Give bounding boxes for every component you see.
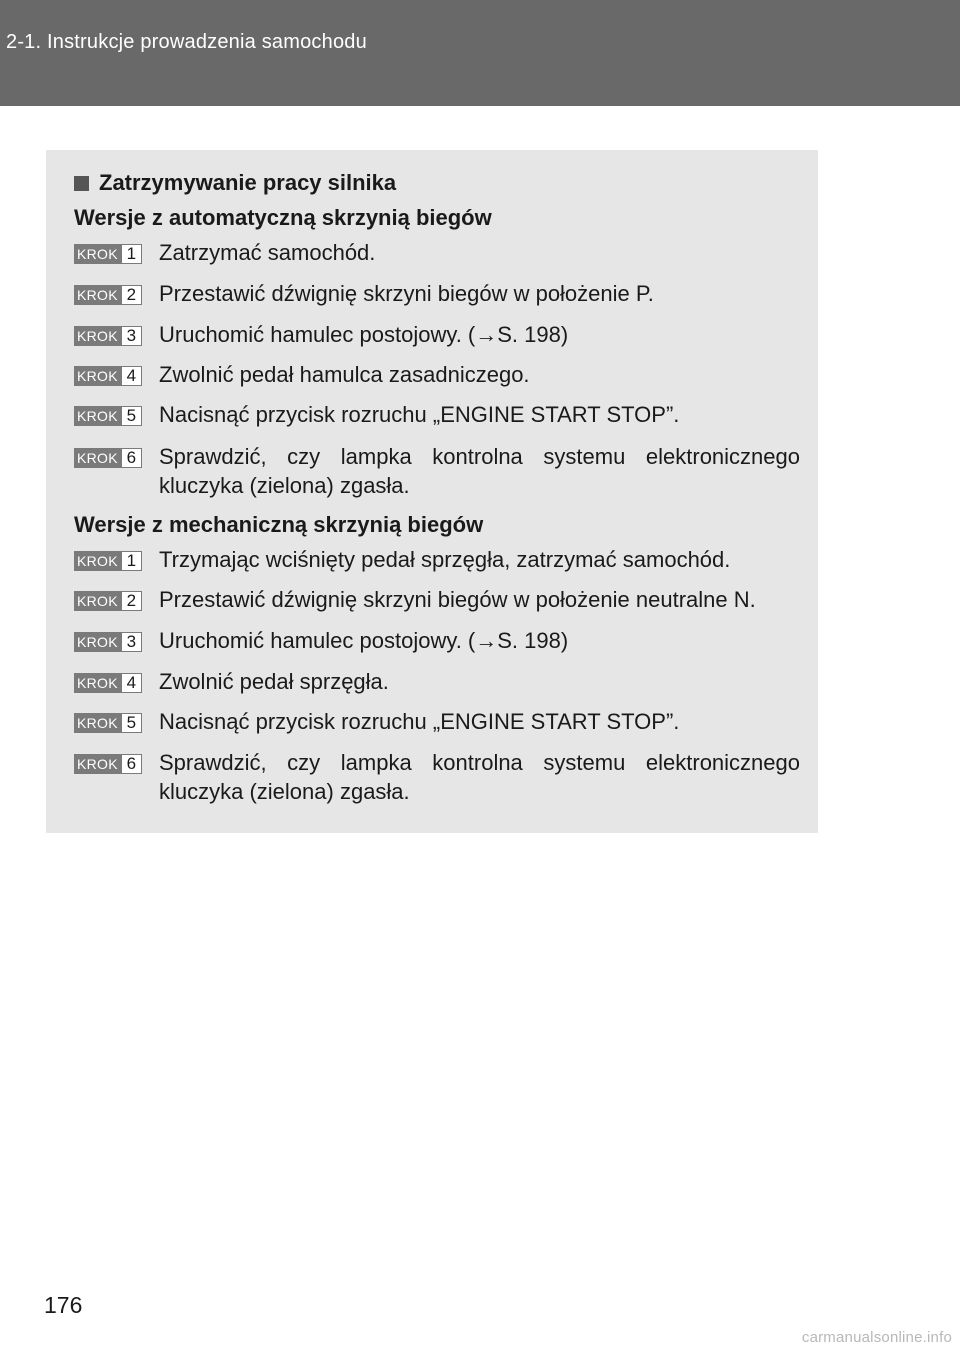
step-badge	[74, 551, 142, 571]
step-badge-number: 6	[121, 448, 142, 468]
step-badge-number: 3	[121, 632, 142, 652]
chapter-title: 2-1. Instrukcje prowadzenia samochodu	[6, 31, 367, 53]
step-badge	[74, 326, 142, 346]
step-badge-label: KROK	[74, 632, 121, 652]
step-text: Zwolnić pedał sprzęgła.	[159, 669, 389, 694]
manual-subsection-title: Wersje z mechaniczną skrzynią biegów	[74, 512, 484, 537]
step-badge-number: 5	[121, 406, 142, 426]
step-text: Nacisnąć przycisk rozruchu „ENGINE START STOP”.	[159, 709, 680, 734]
step-badge-number: 5	[121, 713, 142, 733]
step-badge-number: 4	[121, 673, 142, 693]
step-text: Uruchomić hamulec postojowy. (→S. 198)	[159, 628, 569, 653]
step-badge	[74, 285, 142, 305]
step-badge	[74, 632, 142, 652]
step-text: Sprawdzić, czy lampka kontrolna systemu elektronicznego kluczyka (zielona) zgasła.	[159, 750, 800, 804]
step-text: Sprawdzić, czy lampka kontrolna systemu elektronicznego kluczyka (zielona) zgasła.	[159, 444, 800, 498]
step-badge	[74, 448, 142, 468]
step-text: Uruchomić hamulec postojowy. (→S. 198)	[159, 322, 569, 347]
step-badge-label: KROK	[74, 551, 121, 571]
step-badge-number: 2	[121, 285, 142, 305]
step-badge-label: KROK	[74, 754, 121, 774]
step-badge-label: KROK	[74, 673, 121, 693]
step-badge-label: KROK	[74, 285, 121, 305]
step-badge-label: KROK	[74, 713, 121, 733]
step-badge-label: KROK	[74, 326, 121, 346]
page-number: 176	[44, 1292, 83, 1318]
step-text: Nacisnąć przycisk rozruchu „ENGINE START STOP”.	[159, 402, 680, 427]
step-text: Zwolnić pedał hamulca zasadniczego.	[159, 362, 530, 387]
step-badge	[74, 754, 142, 774]
step-badge-label: KROK	[74, 244, 121, 264]
step-badge	[74, 244, 142, 264]
step-badge-number: 1	[121, 551, 142, 571]
step-badge	[74, 366, 142, 386]
automatic-subsection-title: Wersje z automatyczną skrzynią biegów	[74, 205, 492, 230]
step-badge-label: KROK	[74, 448, 121, 468]
step-badge-label: KROK	[74, 406, 121, 426]
step-badge-number: 3	[121, 326, 142, 346]
step-badge-label: KROK	[74, 591, 121, 611]
step-badge-number: 1	[121, 244, 142, 264]
step-badge-label: KROK	[74, 366, 121, 386]
step-badge	[74, 406, 142, 426]
step-badge-number: 6	[121, 754, 142, 774]
step-badge-number: 2	[121, 591, 142, 611]
step-text: Przestawić dźwignię skrzyni biegów w położenie P.	[159, 281, 654, 306]
step-badge	[74, 591, 142, 611]
step-text: Przestawić dźwignię skrzyni biegów w położenie neutralne N.	[159, 587, 756, 612]
step-badge-number: 4	[121, 366, 142, 386]
section-title-text: Zatrzymywanie pracy silnika	[99, 170, 397, 195]
step-text: Zatrzymać samochód.	[159, 240, 376, 265]
section-title	[74, 170, 396, 196]
square-bullet-icon	[74, 176, 89, 191]
step-badge	[74, 673, 142, 693]
step-text: Trzymając wciśnięty pedał sprzęgła, zatrzymać samochód.	[159, 547, 731, 572]
step-badge	[74, 713, 142, 733]
watermark: carmanualsonline.info	[801, 1329, 952, 1346]
header-bar	[0, 0, 960, 106]
